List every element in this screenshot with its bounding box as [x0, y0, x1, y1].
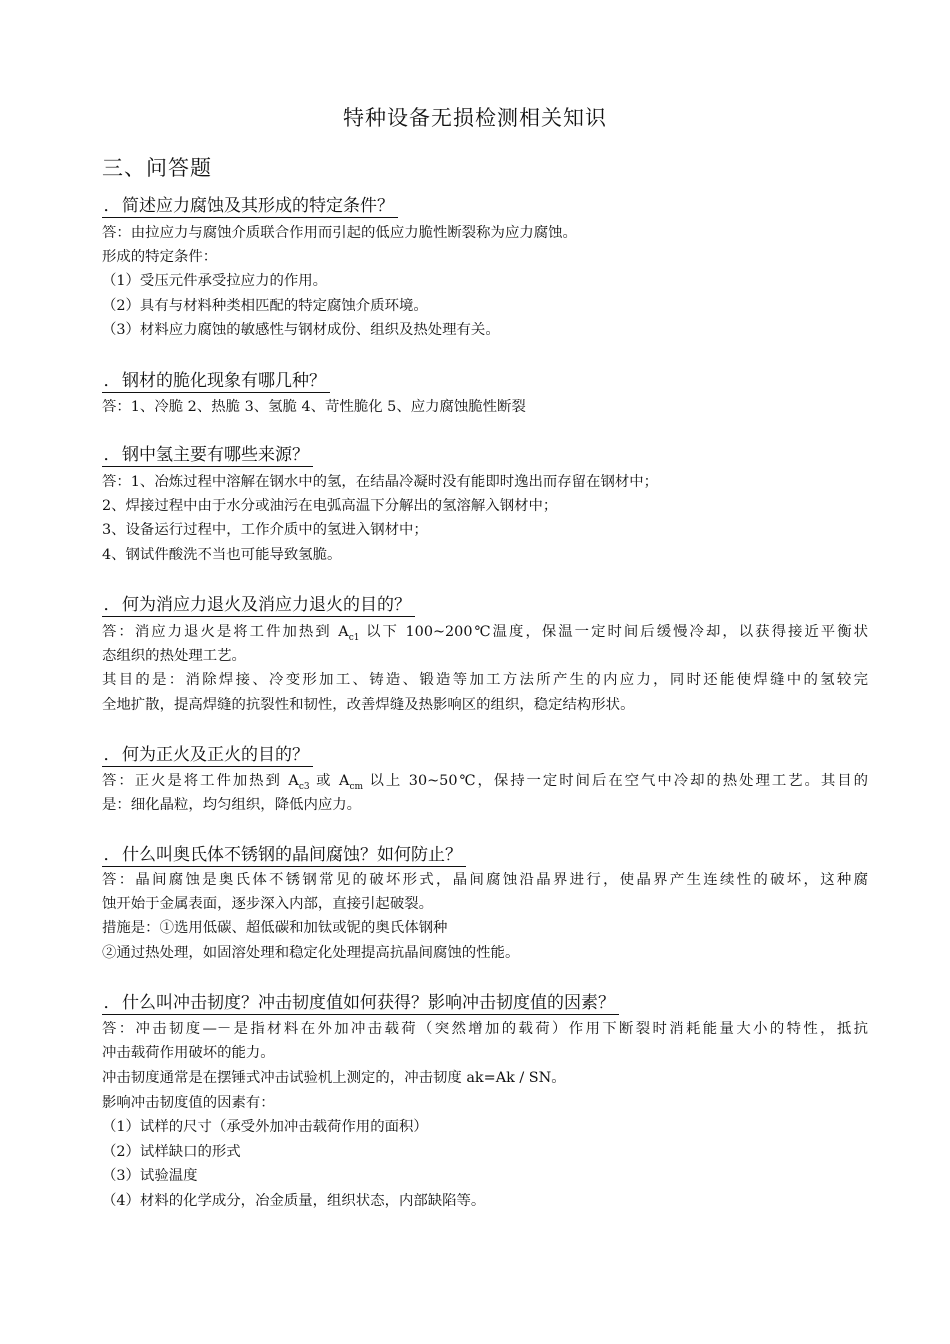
question-heading: ．什么叫冲击韧度？冲击韧度值如何获得？影响冲击韧度值的因素？	[102, 992, 619, 1015]
answer-line: 全地扩散，提高焊缝的抗裂性和韧性，改善焊缝及热影响区的组织，稳定结构形状。	[102, 697, 635, 713]
subscript: c3	[298, 782, 310, 792]
page-title: 特种设备无损检测相关知识	[343, 106, 607, 130]
answer-line: （1）受压元件承受拉应力的作用。	[102, 273, 328, 289]
question-heading: ．何为消应力退火及消应力退火的目的？	[102, 594, 415, 617]
answer-line: （3）材料应力腐蚀的敏感性与钢材成份、组织及热处理有关。	[102, 322, 500, 338]
answer-line: （4）材料的化学成分，冶金质量，组织状态，内部缺陷等。	[102, 1193, 486, 1209]
question-heading: ．何为正火及正火的目的？	[102, 744, 313, 767]
question-text: 什么叫奥氏体不锈钢的晶间腐蚀？如何防止？	[122, 845, 462, 865]
answer-line: 是：细化晶粒，均匀组织，降低内应力。	[102, 797, 362, 813]
answer-line: 影响冲击韧度值的因素有：	[102, 1095, 275, 1111]
answer-line: （2）试样缺口的形式	[102, 1144, 241, 1160]
answer-line: 其目的是：消除焊接、冷变形加工、铸造、锻造等加工方法所产生的内应力，同时还能使焊缝中的氢较完	[102, 672, 868, 688]
answer-line: 冲击韧度通常是在摆锤式冲击试验机上测定的，冲击韧度 ak=Ak / SN。	[102, 1070, 566, 1086]
question-text: 简述应力腐蚀及其形成的特定条件？	[122, 196, 394, 216]
answer-line: ②通过热处理，如固溶处理和稳定化处理提高抗晶间腐蚀的性能。	[102, 945, 520, 961]
question-text: 何为消应力退火及消应力退火的目的？	[122, 595, 411, 615]
question-heading: ．简述应力腐蚀及其形成的特定条件？	[102, 195, 398, 218]
answer-line: 答：1、冶炼过程中溶解在钢水中的氢，在结晶冷凝时没有能即时逸出而存留在钢材中；	[102, 474, 659, 490]
subscript: cm	[349, 782, 364, 792]
answer-line: （2）具有与材料种类相匹配的特定腐蚀介质环境。	[102, 298, 428, 314]
answer-line: 答：1、冷脆 2、热脆 3、氢脆 4、苛性脆化 5、应力腐蚀脆性断裂	[102, 399, 526, 415]
answer-line: 答：晶间腐蚀是奥氏体不锈钢常见的破坏形式，晶间腐蚀沿晶界进行，使晶界产生连续性的破坏，这种腐	[102, 872, 868, 888]
answer-line: 答：冲击韧度—－是指材料在外加冲击载荷（突然增加的载荷）作用下断裂时消耗能量大小的特性，抵抗	[102, 1021, 868, 1037]
answer-line: （1）试样的尺寸（承受外加冲击载荷作用的面积）	[102, 1119, 428, 1135]
question-text: 何为正火及正火的目的？	[122, 745, 309, 765]
question-heading: ．钢中氢主要有哪些来源？	[102, 444, 313, 467]
answer-line: 措施是：①选用低碳、超低碳和加钛或铌的奥氏体钢种	[102, 920, 448, 936]
answer-line: 2、焊接过程中由于水分或油污在电弧高温下分解出的氢溶解入钢材中；	[102, 498, 558, 514]
question-heading: ．什么叫奥氏体不锈钢的晶间腐蚀？如何防止？	[102, 844, 466, 867]
answer-line: 答：正火是将工件加热到 $A_{c3}$ 或 $A_{cm}$ 以上 30~50℃，保持一定时间后在空气中冷却的热处理工艺。其目的	[102, 773, 869, 792]
question-text: 什么叫冲击韧度？冲击韧度值如何获得？影响冲击韧度值的因素？	[122, 993, 615, 1013]
question-text: 钢材的脆化现象有哪几种？	[122, 371, 326, 391]
answer-line: 形成的特定条件：	[102, 249, 218, 265]
answer-line: 3、设备运行过程中，工作介质中的氢进入钢材中；	[102, 522, 428, 538]
question-heading: ．钢材的脆化现象有哪几种？	[102, 370, 330, 393]
answer-line: 蚀开始于金属表面，逐步深入内部，直接引起破裂。	[102, 896, 433, 912]
question-text: 钢中氢主要有哪些来源？	[122, 445, 309, 465]
answer-line: 答：消应力退火是将工件加热到 $A_{c1}$ 以下 100~200℃温度，保温一定时间后缓慢冷却，以获得接近平衡状	[102, 624, 869, 643]
answer-line: （3）试验温度	[102, 1168, 198, 1184]
answer-line: 4、钢试件酸洗不当也可能导致氢脆。	[102, 547, 342, 563]
answer-line: 答：由拉应力与腐蚀介质联合作用而引起的低应力脆性断裂称为应力腐蚀。	[102, 225, 577, 241]
answer-line: 冲击载荷作用破坏的能力。	[102, 1045, 275, 1061]
subscript: c1	[348, 633, 360, 643]
section-heading: 三、问答题	[102, 156, 212, 180]
answer-line: 态组织的热处理工艺。	[102, 648, 246, 664]
